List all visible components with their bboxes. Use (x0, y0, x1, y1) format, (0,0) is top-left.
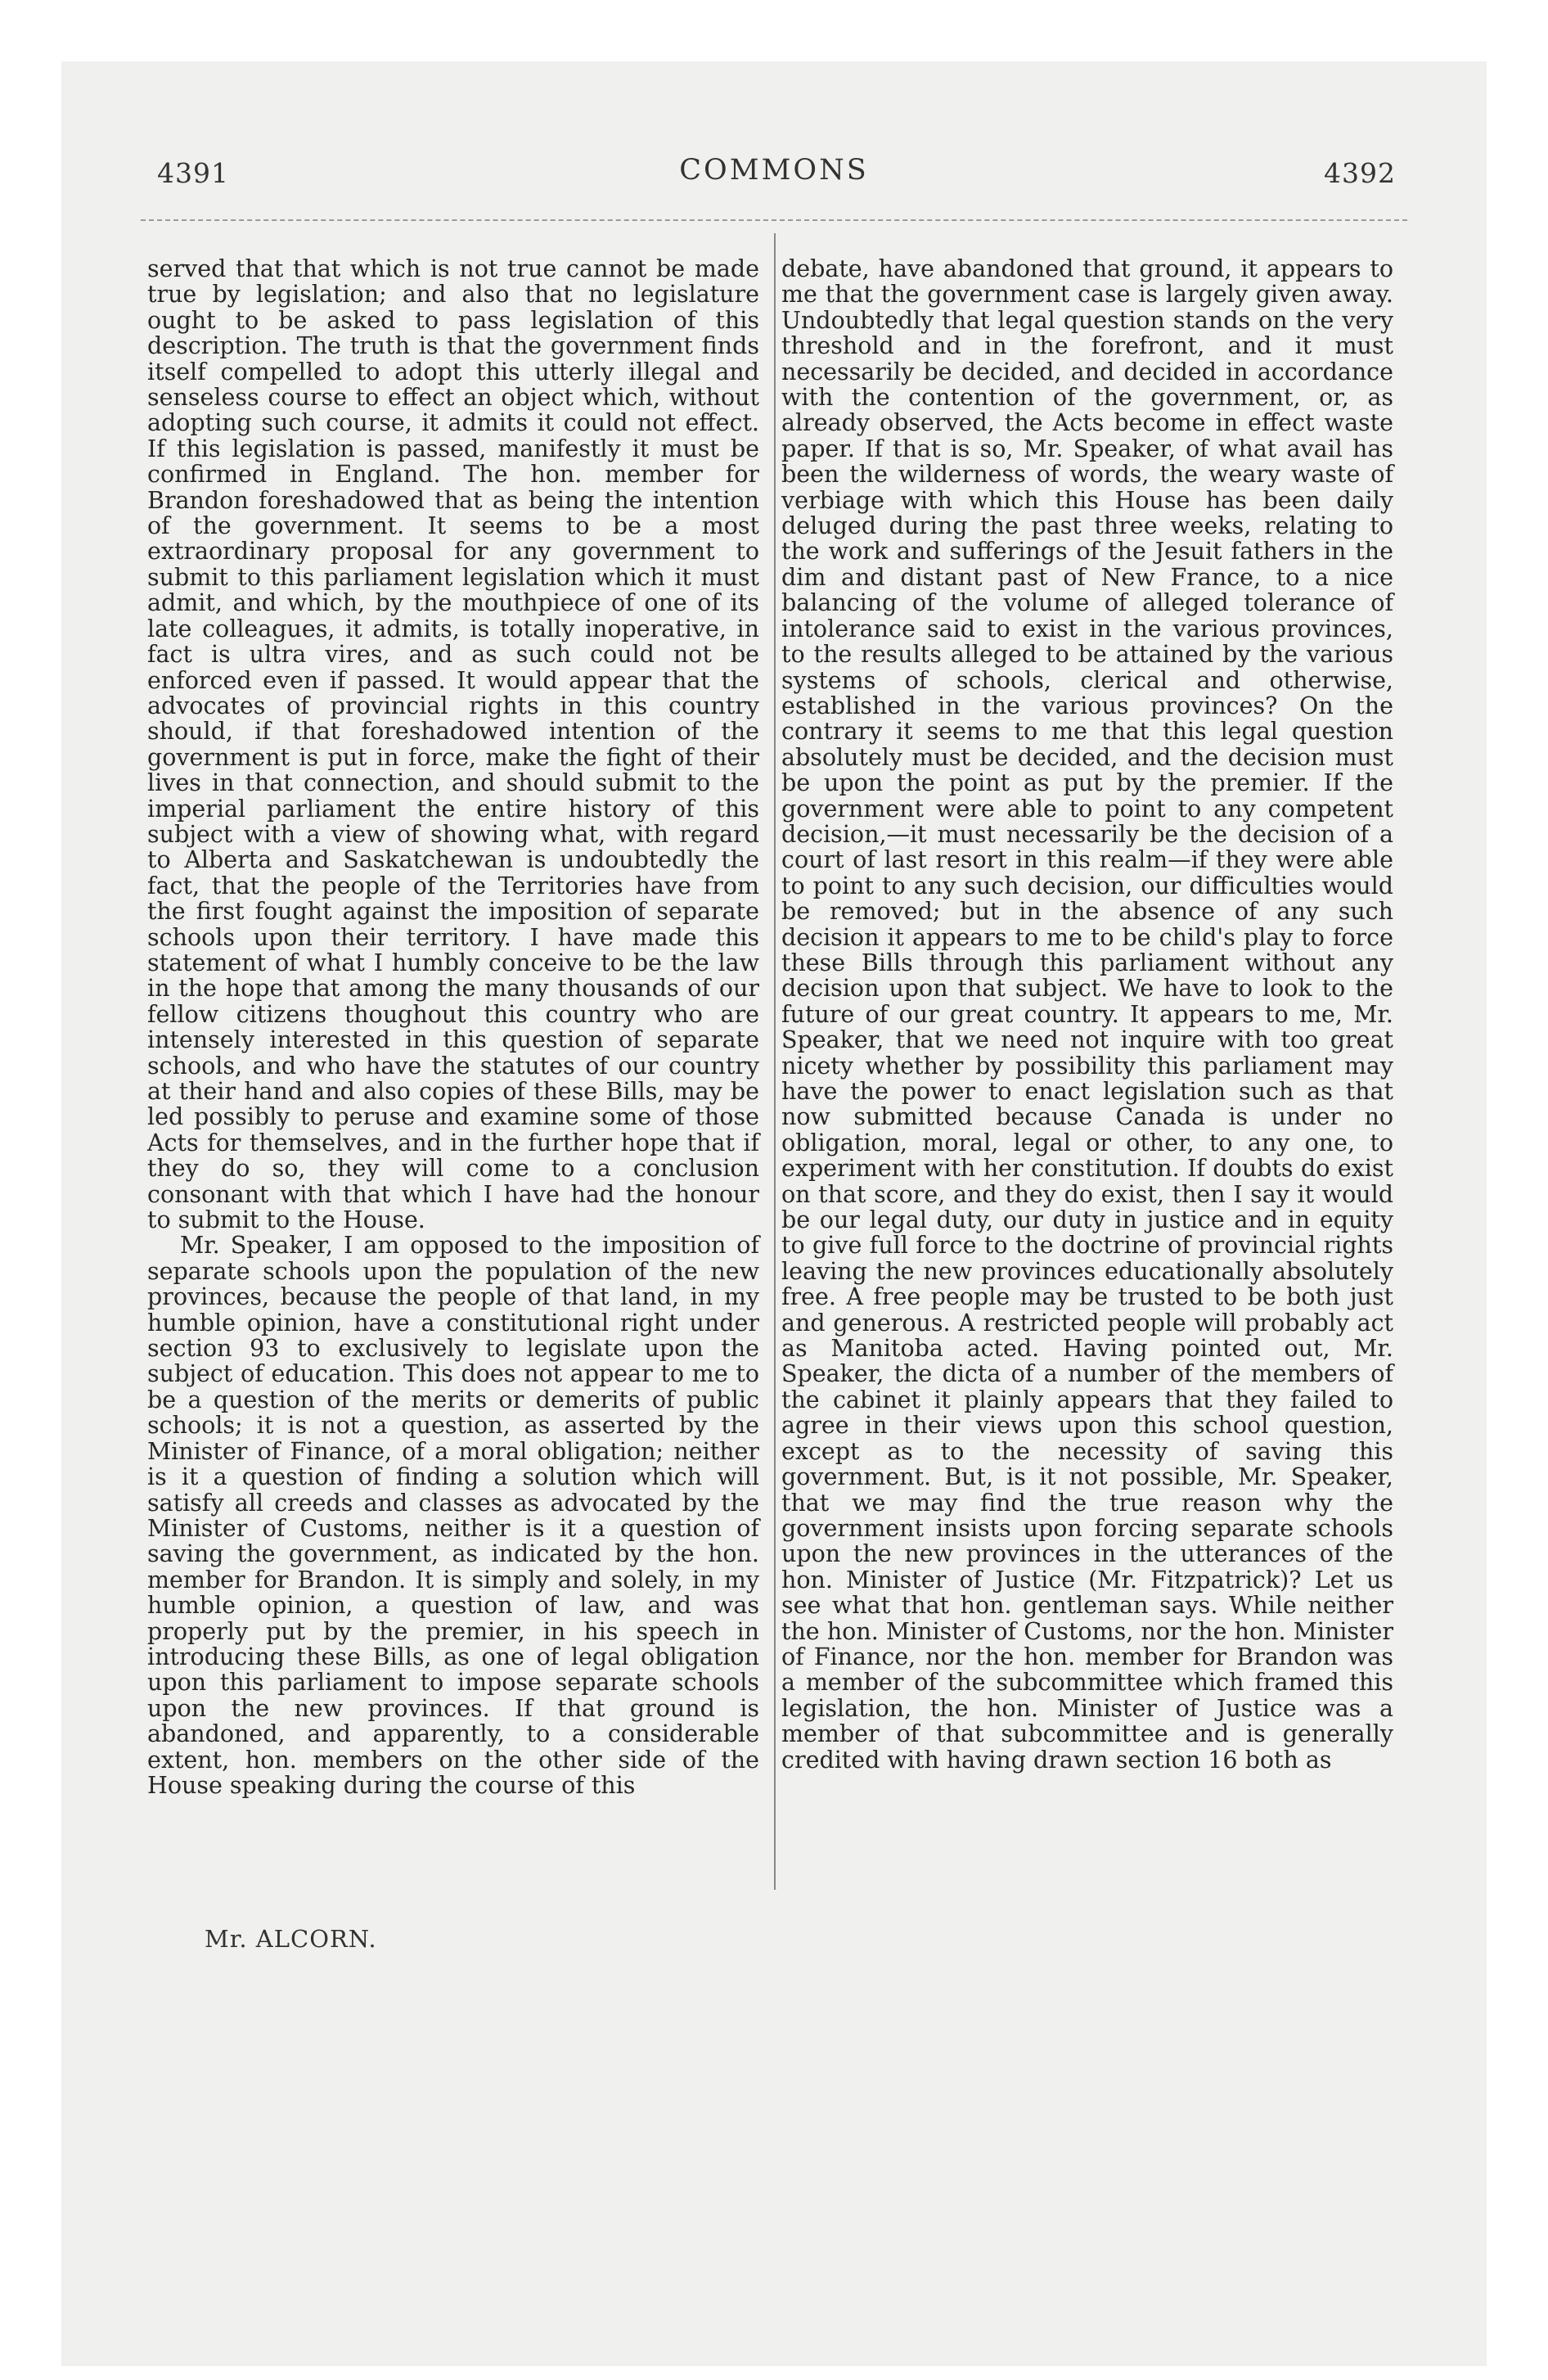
header-rule (141, 219, 1407, 221)
paragraph: served that that which is not true cannot be made true by legislation; and also that no legislature ought to be asked to pass legislation of this description. The truth is that the government finds itself compelled to adopt this utterly illegal and senseless course to effect an object which, without adopting such course, it admits it could not effect. If this legislation is passed, manifestly it must be confirmed in England. The hon. member for Brandon foreshadowed that as being the intention of the government. It seems to be a most extraordinary proposal for any government to submit to this parliament legislation which it must admit, and which, by the mouthpiece of one of its late colleagues, it admits, is totally inoperative, in fact is ultra vires, and as such could not be enforced even if passed. It would appear that the advocates of provincial rights in this country should, if that foreshadowed intention of the government is put in force, make the fight of their lives in that connection, and should submit to the imperial parliament the entire history of this subject with a view of showing what, with regard to Alberta and Saskatchewan is undoubtedly the fact, that the people of the Territories have from the first fought against the imposition of separate schools upon their territory. I have made this statement of what I humbly conceive to be the law in the hope that among the many thousands of our fellow citizens thoughout this country who are intensely interested in this question of separate schools, and who have the statutes of our country at their hand and also copies of these Bills, may be led possibly to peruse and examine some of those Acts for themselves, and in the further hope that if they do so, they will come to a conclusion consonant with that which I have had the honour to submit to the House. (147, 255, 759, 1234)
page-number-left: 4391 (157, 157, 229, 189)
left-column (147, 256, 759, 1798)
paragraph: debate, have abandoned that ground, it appears to me that the government case is largely given away. Undoubtedly that legal question stands on the very threshold and in the forefront, and it must necessarily be decided, and decided in accordance with the contention of the government, or, as already observed, the Acts become in effect waste paper. If that is so, Mr. Speaker, of what avail has been the wilderness of words, the weary waste of verbiage with which this House has been daily deluged during the past three weeks, relating to the work and sufferings of the Jesuit fathers in the dim and distant past of New France, to a nice balancing of the volume of alleged tolerance of intolerance said to exist in the various provinces, to the results alleged to be attained by the various systems of schools, clerical and otherwise, established in the various provinces? On the contrary it seems to me that this legal question absolutely must be decided, and the decision must be upon the point as put by the premier. If the government were able to point to any competent decision,—it must necessarily be the decision of a court of last resort in this realm—if they were able to point to any such decision, our difficulties would be removed; but in the absence of any such decision it appears to me to be child's play to force these Bills through this parliament without any decision upon that subject. We have to look to the future of our great country. It appears to me, Mr. Speaker, that we need not inquire with too great nicety whether by possibility this parliament may have the power to enact legislation such as that now submitted because Canada is under no obligation, moral, legal or other, to any one, to experiment with her constitution. If doubts do exist on that score, and they do exist, then I say it would be our legal duty, our duty in justice and in equity to give full force to the doctrine of provincial rights leaving the new provinces educationally absolutely free. A free people may be trusted to be both just and generous. A restricted people will probably act as Manitoba acted. Having pointed out, Mr. Speaker, the dicta of a number of the members of the cabinet it plainly appears that they failed to agree in their views upon this school question, except as to the necessity of saving this government. But, is it not possible, Mr. Speaker, that we may find the true reason why the government insists upon forcing separate schools upon the new provinces in the utterances of the hon. Minister of Justice (Mr. Fitzpatrick)? Let us see what that hon. gentleman says. While neither the hon. Minister of Customs, nor the hon. Minister of Finance, nor the hon. member for Brandon was a member of the subcommittee which framed this legislation, the hon. Minister of Justice was a member of that subcommittee and is generally credited with having drawn section 16 both as (781, 255, 1393, 1774)
column-divider (774, 233, 776, 1890)
paragraph: Mr. Speaker, I am opposed to the imposition of separate schools upon the population of the new provinces, because the people of that land, in my humble opinion, have a constitutional right under section 93 to exclusively to legislate upon the subject of education. This does not appear to me to be a question of the merits or demerits of public schools; it is not a question, as asserted by the Minister of Finance, of a moral obligation; neither is it a question of finding a solution which will satisfy all creeds and classes as advocated by the Minister of Customs, neither is it a question of saving the government, as indicated by the hon. member for Brandon. It is simply and solely, in my humble opinion, a question of law, and was properly put by the premier, in his speech in introducing these Bills, as one of legal obligation upon this parliament to impose separate schools upon the new provinces. If that ground is abandoned, and apparently, to a considerable extent, hon. members on the other side of the House speaking during the course of this (147, 1232, 759, 1799)
page-number-right: 4392 (1324, 157, 1396, 189)
running-head: COMMONS (679, 154, 869, 187)
speaker-footer: Mr. ALCORN. (205, 1925, 377, 1953)
right-column (781, 256, 1393, 1773)
